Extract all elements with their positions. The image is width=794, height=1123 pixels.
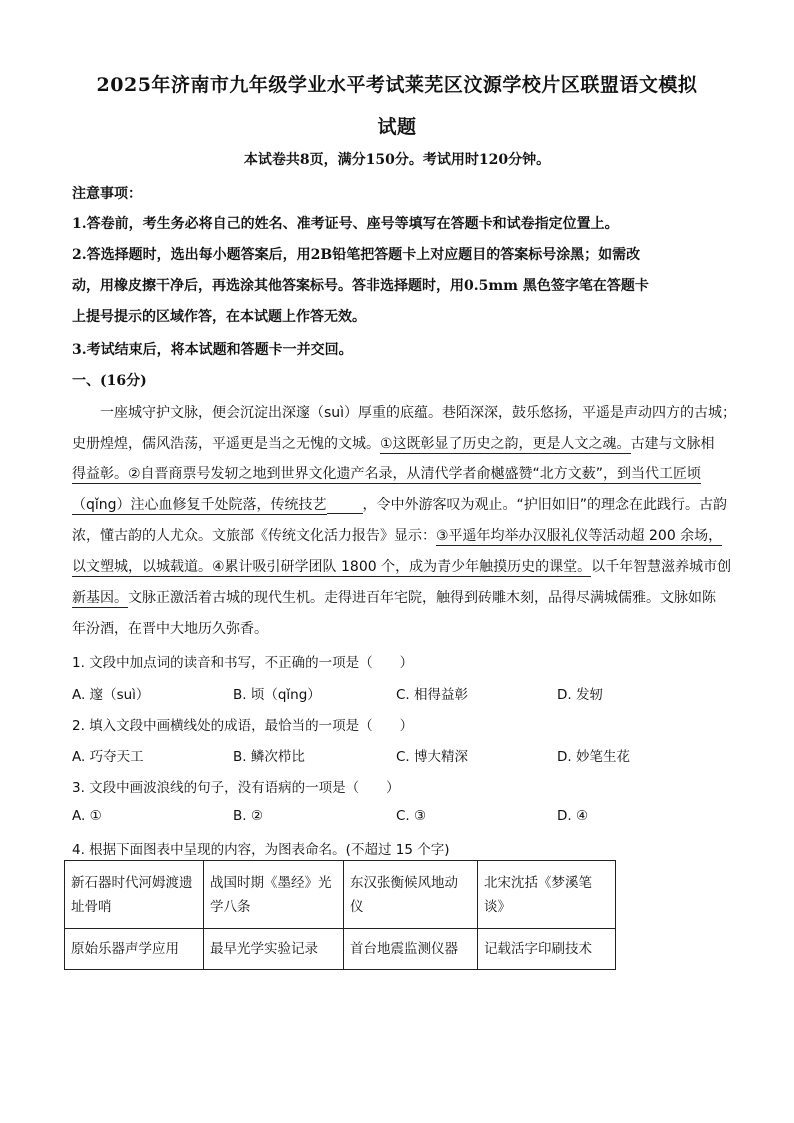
passage-line [72,587,728,607]
table-cell: 记载活字印刷技术 [478,929,616,970]
table-cell: 首台地震监测仪器 [344,929,478,970]
table-cell: 战国时期《墨经》光学八条 [204,861,344,929]
question-2-option-c: C. 博大精深 [396,749,469,765]
wavy-sentence-3-end: 以文塑城，以城载道。 [72,559,212,575]
passage-text: ，令中外游客叹为观止。“护旧如旧”的理念在此践行。古韵 [362,497,728,513]
passage-line: 一座城守护文脉，便会沉淀出深邃（suì）厚重的底蕴。巷陌深深，鼓乐悠扬，平遥是声动四方的古城； [100,405,737,421]
passage-text: 浓，懂古韵的人尤众。文旅部《传统文化活力报告》显示： [72,528,436,544]
passage-text: 史册煌煌，儒风浩荡，平遥更是当之无愧的文城。 [72,436,380,452]
notice-item-3: 3.考试结束后，将本试题和答题卡一并交回。 [72,342,353,358]
notice-item-2-line3: 上提号提示的区域作答，在本试题上作答无效。 [72,309,366,325]
passage-text: 以千年智慧滋养城市创 [591,559,732,575]
passage-line [72,494,728,514]
passage-text: 古建与文脉相 [630,436,715,452]
question-3-option-d: D. ④ [557,808,589,824]
passage-line: 年汾酒，在晋中大地历久弥香。 [72,621,268,637]
notice-heading: 注意事项： [72,186,142,202]
table-row [65,861,616,929]
question-1-option-a: A. 邃（suì） [72,687,150,703]
question-2-option-b: B. 鳞次栉比 [233,749,305,765]
passage-text: 文脉正激活着古城的现代生机。走得进百年宅院，触得到砖雕木刻，品得尽满城儒雅。文脉如陈 [128,590,716,606]
table-cell: 新石器时代河姆渡遗址骨哨 [65,861,204,929]
table-cell: 北宋沈括《梦溪笔谈》 [478,861,616,929]
exam-title-line1: 2025年济南市九年级学业水平考试莱芜区汶源学校片区联盟语文模拟 [96,74,698,96]
section-heading: 一、(16分) [72,373,147,389]
question-3-option-a: A. ① [72,808,102,824]
table-cell: 东汉张衡候风地动仪 [344,861,478,929]
question-3-option-b: B. ② [233,808,263,824]
notice-item-1: 1.答卷前，考生务必将自己的姓名、准考证号、座号等填写在答题卡和试卷指定位置上。 [72,216,619,232]
question-3-stem: 3. 文段中画波浪线的句子，没有语病的一项是（ ） [72,780,400,796]
passage-line [72,556,732,576]
question-4-stem: 4. 根据下面图表中呈现的内容，为图表命名。(不超过 15 个字) [72,842,450,858]
table-cell: 最早光学实验记录 [204,929,344,970]
question-2-stem: 2. 填入文段中画横线处的成语，最恰当的一项是（ ） [72,718,414,734]
wavy-sentence-4: ④累计吸引研学团队 1800 个，成为青少年触摸历史的课堂。 [212,559,592,575]
notice-item-2-line2: 动，用橡皮擦干净后，再选涂其他答案标号。答非选择题时，用0.5mm 黑色签字笔在答题卡 [72,278,649,294]
question-1-option-b: B. 顷（qǐng） [233,687,321,703]
wavy-sentence-2: ②自晋商票号发轫之地到世界文化遗产名录，从清代学者俞樾盛赞“北方文薮”，到当代工匠顷 [128,466,702,482]
question-1-option-c: C. 相得益彰 [396,687,469,703]
wavy-sentence-1-end: 得益彰。 [72,466,128,482]
passage-line [72,463,728,483]
exam-title-line2: 试题 [377,116,417,138]
wavy-sentence-2-end: （qǐng）注心血修复千处院落，传统技艺 [72,497,327,513]
question-1-stem: 1. 文段中加点词的读音和书写，不正确的一项是（ ） [72,655,414,671]
notice-item-2-line1: 2.答选择题时，选出每小题答案后，用2B铅笔把答题卡上对应题目的答案标号涂黑；如需改 [72,247,641,263]
passage-line [72,525,728,545]
exam-info: 本试卷共8页，满分150分。考试用时120分钟。 [243,152,551,168]
chart-table [64,860,616,970]
wavy-sentence-1: ①这既彰显了历史之韵，更是人文之魂。 [380,436,631,452]
question-2-option-d: D. 妙笔生花 [557,749,630,765]
fill-in-blank [327,499,363,514]
question-3-option-c: C. ③ [396,808,427,824]
table-cell: 原始乐器声学应用 [65,929,204,970]
passage-line [72,433,728,453]
question-1-option-d: D. 发轫 [557,687,603,703]
question-2-option-a: A. 巧夺天工 [72,749,144,765]
table-row [65,929,616,970]
wavy-sentence-3: ③平遥年均举办汉服礼仪等活动超 200 余场， [436,528,723,544]
underlined-phrase: 新基因。 [72,590,128,606]
